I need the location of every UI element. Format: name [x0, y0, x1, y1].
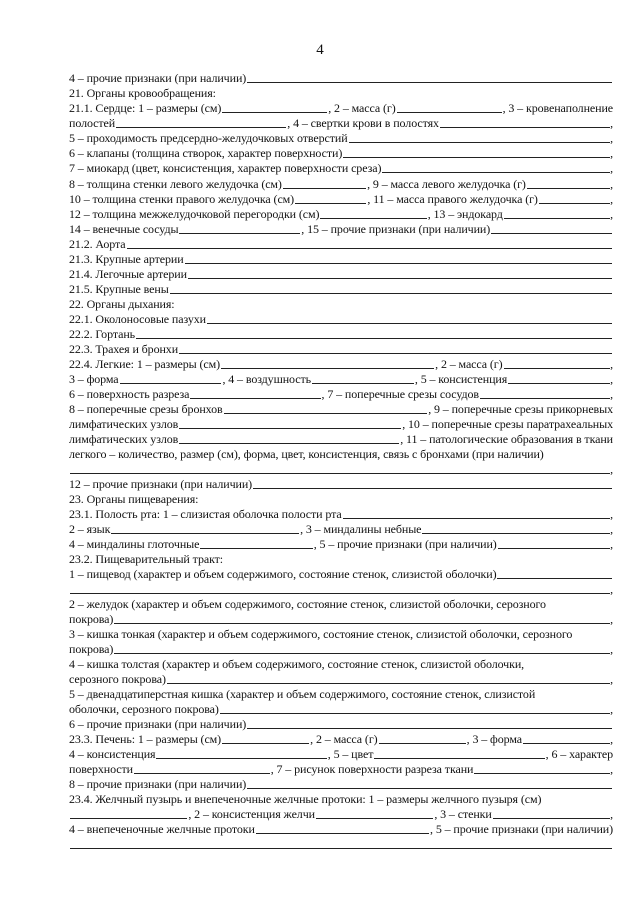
line-other-signs-4: 4 – прочие признаки (при наличии) [69, 71, 613, 85]
blank-line-field[interactable] [320, 218, 426, 219]
line-pharyngeal-tonsils: 4 – миндалины глоточные , 5 – прочие признаки (при наличии) , [69, 537, 613, 551]
blank-line-field[interactable] [508, 383, 610, 384]
blank-line-field[interactable] [397, 112, 502, 113]
blank-line-field[interactable] [440, 127, 610, 128]
line-stomach: 2 – желудок (характер и объем содержимого, состояние стенок, слизистой оболочки, серозного [69, 597, 546, 611]
line-oral-mucosa: 23.1. Полость рта: 1 – слизистая оболочка полости рта , [69, 507, 613, 521]
line-septum: 12 – толщина межжелудочковой перегородки (см) , 13 – эндокард , [69, 207, 613, 221]
blank-line-field[interactable] [498, 548, 610, 549]
line-lung-formations: легкого – количество, размер (см), форма, цвет, консистенция, связь с бронхами (при наличии) [69, 447, 544, 461]
line-lungs-other: 12 – прочие признаки (при наличии) [69, 477, 613, 491]
line-heart-size: 21.1. Сердце: 1 – размеры (см) , 2 – масса (г) , 3 – кровенаполнение [69, 101, 613, 115]
line-duodenum-serosa: оболочки, серозного покрова) , [69, 702, 613, 716]
blank-line-field[interactable] [474, 773, 610, 774]
blank-line-field[interactable] [493, 818, 610, 819]
line-tract-other: 6 – прочие признаки (при наличии) [69, 717, 613, 731]
line-gallbladder-bile: , 2 – консистенция желчи , 3 – стенки , [69, 807, 613, 821]
line-liver-consistency: 4 – консистенция , 5 – цвет , 6 – характер [69, 747, 614, 761]
blank-line-field[interactable] [504, 218, 610, 219]
line-aorta: 21.2. Аорта [69, 237, 613, 251]
line-valves: 6 – клапаны (толщина створок, характер поверхности) , [69, 146, 613, 160]
heading-circulatory-organs: 21. Органы кровообращения: [69, 86, 216, 100]
blank-line-field[interactable] [70, 473, 610, 474]
line-right-ventricle: 10 – толщина стенки правого желудочка (см) , 11 – масса правого желудочка (г) , [69, 192, 614, 206]
blank-line-field[interactable] [156, 758, 326, 759]
blank-line-field[interactable] [70, 593, 610, 594]
line-bronchi-sections: 8 – поперечные срезы бронхов , 9 – поперечные срезы прикорневых [69, 402, 613, 416]
heading-respiratory-organs: 22. Органы дыхания: [69, 297, 175, 311]
blank-line-field[interactable] [220, 713, 610, 714]
line-bile-ducts: 4 – внепеченочные желчные протоки , 5 – прочие признаки (при наличии) [69, 822, 613, 836]
blank-line-field[interactable] [253, 488, 612, 489]
line-liver-size: 23.3. Печень: 1 – размеры (см) , 2 – масса (г) , 3 – форма , [69, 732, 613, 746]
blank-line-field[interactable] [247, 788, 612, 789]
blank-line-field[interactable] [497, 578, 612, 579]
line-stomach-serosa: покрова) , [69, 612, 613, 626]
blank-line-field[interactable] [504, 368, 611, 369]
blank-line-field[interactable] [422, 533, 610, 534]
line-av-openings: 5 – проходимость предсердно-желудочковых отверстий , [69, 131, 613, 145]
blank-line-field[interactable] [349, 142, 611, 143]
blank-line-field[interactable] [136, 338, 612, 339]
blank-line-field[interactable] [382, 172, 610, 173]
blank-line-field[interactable] [379, 743, 466, 744]
line-sinuses: 22.1. Околоносовые пазухи [69, 312, 613, 326]
blank-line-field[interactable] [247, 728, 612, 729]
blank-line-field[interactable] [312, 383, 414, 384]
blank-line-field[interactable] [200, 548, 312, 549]
blank-line-field[interactable] [316, 818, 433, 819]
line-esophagus-blank: , [69, 582, 613, 596]
line-bile-ducts-blank [69, 837, 613, 851]
line-liver-other: 8 – прочие признаки (при наличии) [69, 777, 613, 791]
line-lungs-size: 22.4. Легкие: 1 – размеры (см) , 2 – масса (г) , [69, 357, 613, 371]
blank-line-field[interactable] [114, 623, 610, 624]
blank-line-field[interactable] [179, 353, 612, 354]
line-myocardium: 7 – миокард (цвет, консистенция, характер поверхности среза) , [69, 161, 613, 175]
blank-line-field[interactable] [221, 368, 434, 369]
blank-line-field[interactable] [111, 533, 299, 534]
blank-line-field[interactable] [116, 127, 286, 128]
blank-line-field[interactable] [190, 398, 320, 399]
line-large-intestine: 4 – кишка толстая (характер и объем содержимого, состояние стенок, слизистой оболочки, [69, 657, 525, 671]
blank-line-field[interactable] [247, 82, 612, 83]
line-left-ventricle: 8 – толщина стенки левого желудочка (см) , 9 – масса левого желудочка (г) , [69, 177, 613, 191]
blank-line-field[interactable] [70, 848, 612, 849]
page-number: 4 [316, 42, 324, 58]
line-trachea: 22.3. Трахея и бронхи [69, 342, 613, 356]
blank-line-field[interactable] [114, 653, 610, 654]
blank-line-field[interactable] [179, 233, 300, 234]
blank-line-field[interactable] [185, 263, 612, 264]
line-gallbladder: 23.4. Желчный пузырь и внепеченочные желчные протоки: 1 – размеры желчного пузыря (см) [69, 792, 542, 806]
line-lung-formations-blank: , [69, 462, 613, 476]
blank-line-field[interactable] [527, 188, 610, 189]
line-small-intestine: 3 – кишка тонкая (характер и объем содержимого, состояние стенок, слизистой оболочки, серозного [69, 627, 573, 641]
blank-line-field[interactable] [343, 157, 610, 158]
line-large-arteries: 21.3. Крупные артерии [69, 252, 613, 266]
line-coronary-vessels: 14 – венечные сосуды , 15 – прочие признаки (при наличии) [69, 222, 613, 236]
line-tongue: 2 – язык , 3 – миндалины небные , [69, 522, 614, 536]
line-large-intestine-serosa: серозного покрова) , [69, 672, 613, 686]
blank-line-field[interactable] [222, 112, 327, 113]
blank-line-field[interactable] [70, 818, 187, 819]
blank-line-field[interactable] [491, 233, 612, 234]
line-heart-cavities: полостей , 4 – свертки крови в полостях , [69, 116, 614, 130]
blank-line-field[interactable] [207, 323, 612, 324]
line-esophagus: 1 – пищевод (характер и объем содержимого, состояние стенок, слизистой оболочки) [69, 567, 613, 581]
line-large-veins: 21.5. Крупные вены [69, 282, 613, 296]
line-pulmonary-arteries: 21.4. Легочные артерии [69, 267, 613, 281]
heading-digestive-tract: 23.2. Пищеварительный тракт: [69, 552, 224, 566]
line-larynx: 22.2. Гортань [69, 327, 613, 341]
blank-line-field[interactable] [179, 443, 399, 444]
blank-line-field[interactable] [222, 743, 309, 744]
blank-line-field[interactable] [343, 518, 610, 519]
blank-line-field[interactable] [256, 833, 429, 834]
line-lymph-nodes-hilar: лимфатических узлов , 10 – поперечные срезы паратрахеальных [69, 417, 613, 431]
line-liver-surface: поверхности , 7 – рисунок поверхности разреза ткани , [69, 762, 614, 776]
blank-line-field[interactable] [295, 203, 366, 204]
blank-line-field[interactable] [480, 398, 610, 399]
blank-line-field[interactable] [170, 293, 612, 294]
blank-line-field[interactable] [523, 743, 610, 744]
heading-digestive-organs: 23. Органы пищеварения: [69, 492, 199, 506]
line-small-intestine-serosa: покрова) , [69, 642, 613, 656]
blank-line-field[interactable] [283, 188, 366, 189]
blank-line-field[interactable] [224, 413, 428, 414]
line-lymph-nodes-paratracheal: лимфатических узлов , 11 – патологические образования в ткани [69, 432, 613, 446]
blank-line-field[interactable] [539, 203, 610, 204]
blank-line-field[interactable] [167, 683, 610, 684]
blank-line-field[interactable] [374, 758, 544, 759]
blank-line-field[interactable] [127, 248, 612, 249]
blank-line-field[interactable] [179, 428, 401, 429]
line-lungs-shape: 3 – форма , 4 – воздушность , 5 – консистенция , [69, 372, 613, 386]
line-duodenum: 5 – двенадцатиперстная кишка (характер и объем содержимого, состояние стенок, слизистой [69, 687, 536, 701]
blank-line-field[interactable] [188, 278, 612, 279]
line-lungs-cut-surface: 6 – поверхность разреза , 7 – поперечные срезы сосудов , [69, 387, 614, 401]
blank-line-field[interactable] [120, 383, 222, 384]
blank-line-field[interactable] [134, 773, 270, 774]
